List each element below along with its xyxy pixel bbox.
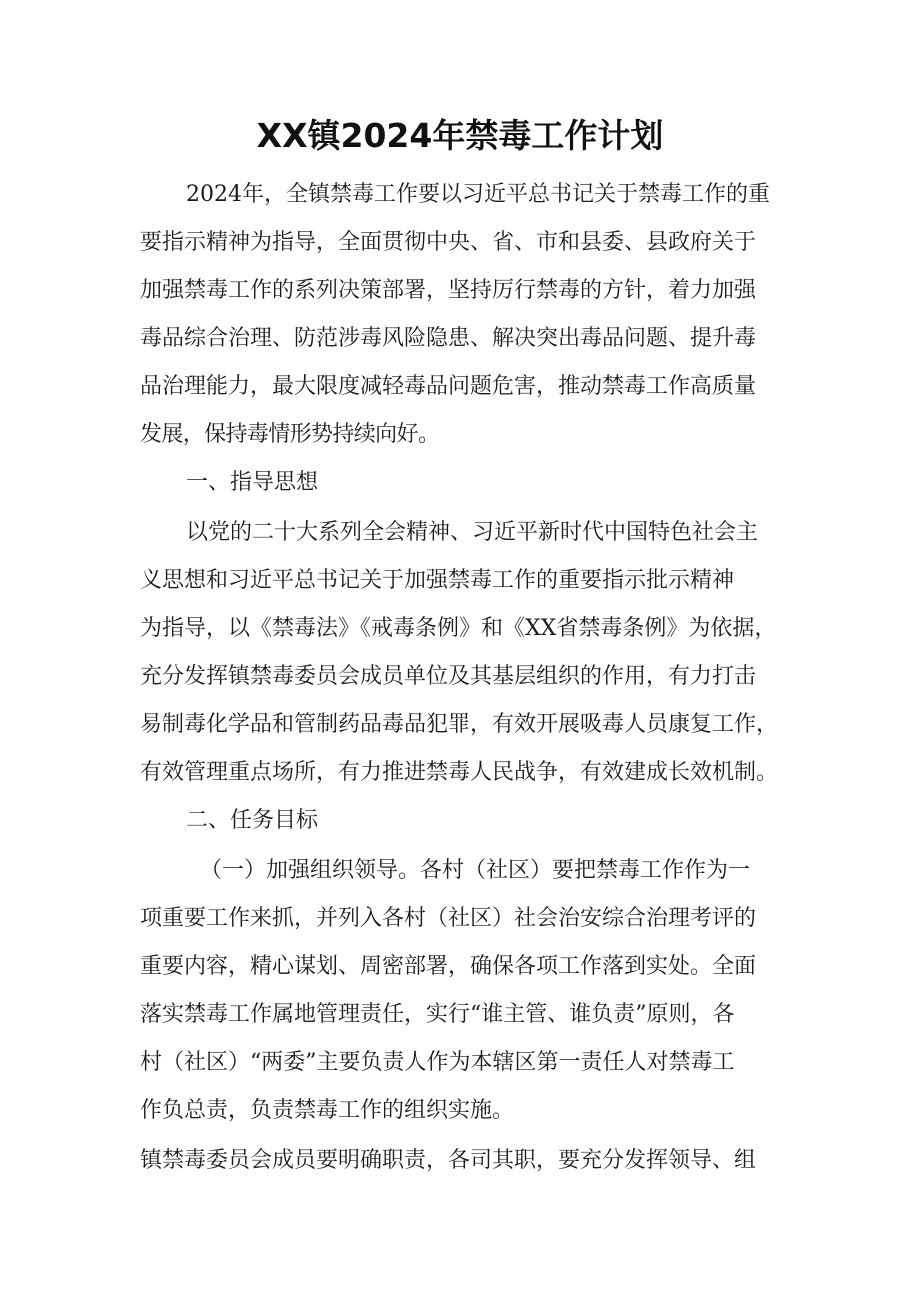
body-line: 充分发挥镇禁毒委员会成员单位及其基层组织的作用，有力打击 [140, 664, 757, 689]
body-line: 镇禁毒委员会成员要明确职责，各司其职，要充分发挥领导、组 [140, 1148, 757, 1173]
section-heading: 二、任务目标 [186, 808, 319, 833]
document-title: XX镇2024年禁毒工作计划 [256, 116, 664, 155]
body-line: （一）加强组织领导。各村（社区）要把禁毒工作作为一 [200, 858, 751, 883]
body-line: 重要内容，精心谋划、周密部署，确保各项工作落到实处。全面 [140, 954, 757, 979]
body-line: 作负总责，负责禁毒工作的组织实施。 [140, 1098, 515, 1123]
body-line: 落实禁毒工作属地管理责任，实行“谁主管、谁负责”原则，各 [140, 1002, 735, 1027]
body-line: 品治理能力，最大限度减轻毒品问题危害，推动禁毒工作高质量 [140, 374, 757, 399]
body-line: 易制毒化学品和管制药品毒品犯罪，有效开展吸毒人员康复工作， [140, 712, 779, 737]
section-heading: 一、指导思想 [186, 470, 319, 495]
body-line: 以党的二十大系列全会精神、习近平新时代中国特色社会主 [186, 520, 759, 545]
body-line: 发展，保持毒情形势持续向好。 [140, 422, 440, 447]
body-line: 毒品综合治理、防范涉毒风险隐患、解决突出毒品问题、提升毒 [140, 326, 757, 351]
body-line: 为指导，以《禁毒法》《戒毒条例》和《XX省禁毒条例》为依据， [140, 616, 777, 641]
body-line: 村（社区）“两委”主要负责人作为本辖区第一责任人对禁毒工 [140, 1050, 735, 1075]
body-line: 2024年，全镇禁毒工作要以习近平总书记关于禁毒工作的重 [186, 182, 770, 207]
body-line: 有效管理重点场所，有力推进禁毒人民战争，有效建成长效机制。 [140, 760, 779, 785]
body-line: 加强禁毒工作的系列决策部署，坚持厉行禁毒的方针，着力加强 [140, 278, 757, 303]
body-line: 要指示精神为指导，全面贯彻中央、省、市和县委、县政府关于 [140, 230, 757, 255]
body-line: 义思想和习近平总书记关于加强禁毒工作的重要指示批示精神 [140, 568, 735, 593]
body-line: 项重要工作来抓，并列入各村（社区）社会治安综合治理考评的 [140, 906, 757, 931]
